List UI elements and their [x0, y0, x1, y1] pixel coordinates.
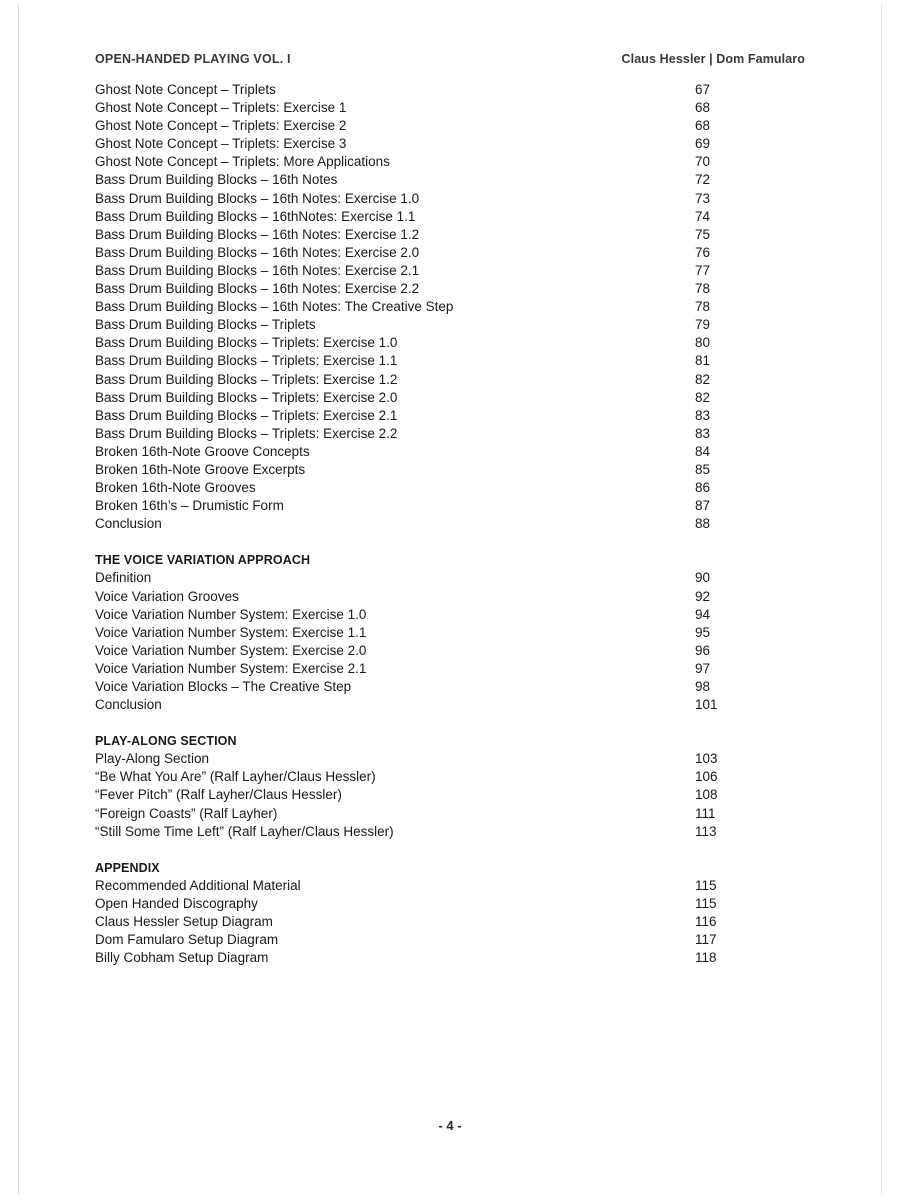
toc-entry[interactable] — [95, 931, 735, 949]
toc-entry-title: Claus Hessler Setup Diagram — [95, 914, 273, 930]
toc-section — [95, 859, 735, 968]
toc-entry[interactable] — [95, 678, 735, 696]
toc-entry-title: Bass Drum Building Blocks – Triplets: Exercise 2.2 — [95, 425, 398, 441]
toc-entry[interactable] — [95, 352, 735, 370]
toc-entry-page: 78 — [695, 281, 711, 297]
toc-entry[interactable] — [95, 135, 735, 153]
toc-entry-title: “Foreign Coasts” (Ralf Layher) — [95, 805, 278, 821]
book-title: OPEN-HANDED PLAYING VOL. I — [95, 52, 291, 66]
toc-entry-title: Broken 16th’s – Drumistic Form — [95, 498, 284, 514]
toc-entry-page: 94 — [695, 606, 711, 622]
toc-entry-title: Voice Variation Blocks – The Creative Step — [95, 679, 352, 694]
toc-entry[interactable] — [95, 823, 735, 841]
toc-entry[interactable] — [95, 768, 735, 786]
table-of-contents — [95, 81, 735, 967]
toc-entry-title: Bass Drum Building Blocks – 16th Notes: Exercise 1.0 — [95, 190, 420, 206]
toc-entry-title: Bass Drum Building Blocks – Triplets: Exercise 2.1 — [95, 407, 398, 423]
toc-entry-title: “Still Some Time Left” (Ralf Layher/Claus Hessler) — [95, 823, 394, 839]
toc-entry-page: 90 — [695, 570, 711, 586]
toc-entry-page: 80 — [695, 335, 711, 351]
page-number: - 4 - — [438, 1118, 462, 1133]
toc-entry-title: Conclusion — [95, 516, 162, 532]
toc-entry-title: Bass Drum Building Blocks – 16th Notes: The Creative Step — [95, 299, 454, 315]
toc-entry[interactable] — [95, 805, 735, 823]
toc-entry-title: Bass Drum Building Blocks – Triplets: Exercise 2.0 — [95, 389, 398, 405]
toc-entry-title: Conclusion — [95, 697, 162, 713]
toc-entry[interactable] — [95, 389, 735, 407]
toc-entry-title: Voice Variation Number System: Exercise 2.1 — [95, 660, 367, 676]
toc-entry[interactable] — [95, 569, 735, 587]
toc-entry[interactable] — [95, 642, 735, 660]
toc-entry-page: 77 — [695, 262, 711, 278]
toc-entry-title: Bass Drum Building Blocks – 16th Notes — [95, 172, 338, 188]
toc-entry-page: 115 — [695, 877, 717, 893]
toc-entry-title: Bass Drum Building Blocks – 16th Notes: Exercise 2.0 — [95, 244, 420, 260]
toc-entry-title: Voice Variation Number System: Exercise 1.1 — [95, 624, 367, 640]
toc-entry[interactable] — [95, 895, 735, 913]
section-heading: THE VOICE VARIATION APPROACH — [95, 553, 311, 568]
toc-entry[interactable] — [95, 877, 735, 895]
toc-entry-title: Ghost Note Concept – Triplets: Exercise 2 — [95, 118, 347, 134]
toc-entry[interactable] — [95, 371, 735, 389]
toc-entry[interactable] — [95, 117, 735, 135]
toc-entry-page: 74 — [695, 208, 711, 224]
toc-entry[interactable] — [95, 407, 735, 425]
toc-entry-page: 79 — [695, 317, 711, 333]
toc-section — [95, 81, 735, 533]
toc-entry-page: 106 — [695, 769, 718, 785]
toc-entry-page: 76 — [695, 244, 711, 260]
toc-entry-title: Ghost Note Concept – Triplets: Exercise 3 — [95, 136, 347, 152]
toc-entry-page: 68 — [695, 100, 711, 116]
toc-entry-page: 88 — [695, 516, 711, 532]
toc-entry[interactable] — [95, 190, 735, 208]
toc-entry-page: 69 — [695, 136, 711, 152]
toc-entry-title: Broken 16th-Note Groove Concepts — [95, 443, 310, 459]
toc-entry-page: 108 — [695, 787, 718, 803]
toc-entry-page: 70 — [695, 154, 711, 170]
toc-entry-page: 103 — [695, 751, 718, 767]
toc-entry-title: Open Handed Discography — [95, 895, 258, 911]
toc-entry-title: Ghost Note Concept – Triplets — [95, 82, 276, 97]
toc-entry-page: 67 — [695, 82, 711, 97]
toc-entry-page: 82 — [695, 371, 711, 387]
page-header — [95, 52, 805, 70]
toc-entry-title: Bass Drum Building Blocks – Triplets: Exercise 1.1 — [95, 353, 398, 369]
toc-entry[interactable] — [95, 660, 735, 678]
toc-entry-page: 85 — [695, 461, 711, 477]
toc-entry-title: Recommended Additional Material — [95, 877, 301, 893]
toc-entry[interactable] — [95, 334, 735, 352]
toc-entry[interactable] — [95, 588, 735, 606]
toc-entry-page: 75 — [695, 226, 711, 242]
toc-entry-title: Play-Along Section — [95, 751, 210, 767]
toc-entry[interactable] — [95, 750, 735, 768]
toc-entry-title: Bass Drum Building Blocks – 16thNotes: Exercise 1.1 — [95, 208, 416, 224]
toc-entry[interactable] — [95, 153, 735, 171]
toc-entry-page: 113 — [695, 823, 717, 839]
toc-entry[interactable] — [95, 949, 735, 967]
toc-entry-title: Voice Variation Number System: Exercise 1.0 — [95, 606, 367, 622]
section-heading: APPENDIX — [95, 860, 160, 875]
toc-entry-page: 98 — [695, 679, 711, 694]
toc-entry[interactable] — [95, 171, 735, 189]
toc-entry-title: Dom Famularo Setup Diagram — [95, 932, 279, 948]
toc-entry-page: 111 — [695, 805, 716, 821]
toc-entry[interactable] — [95, 99, 735, 117]
toc-entry-page: 116 — [695, 914, 717, 930]
toc-entry-page: 97 — [695, 660, 711, 676]
toc-entry[interactable] — [95, 262, 735, 280]
toc-entry-title: Bass Drum Building Blocks – 16th Notes: Exercise 2.2 — [95, 281, 420, 297]
toc-entry-title: Voice Variation Grooves — [95, 588, 239, 604]
toc-entry[interactable] — [95, 497, 735, 515]
toc-entry[interactable] — [95, 226, 735, 244]
toc-entry[interactable] — [95, 479, 735, 497]
toc-entry-title: Definition — [95, 570, 152, 586]
toc-entry-title: “Be What You Are” (Ralf Layher/Claus Hessler) — [95, 769, 376, 785]
toc-entry[interactable] — [95, 606, 735, 624]
toc-entry-title: Broken 16th-Note Groove Excerpts — [95, 461, 306, 477]
toc-entry-page: 78 — [695, 299, 711, 315]
toc-entry-page: 95 — [695, 624, 711, 640]
toc-entry[interactable] — [95, 696, 735, 714]
toc-entry-title: Bass Drum Building Blocks – 16th Notes: Exercise 1.2 — [95, 226, 420, 242]
toc-entry-page: 92 — [695, 588, 711, 604]
toc-entry[interactable] — [95, 461, 735, 479]
authors: Claus Hessler | Dom Famularo — [621, 52, 805, 66]
toc-section — [95, 551, 735, 714]
section-heading: PLAY-ALONG SECTION — [95, 734, 237, 749]
toc-section — [95, 732, 735, 841]
toc-entry-title: Billy Cobham Setup Diagram — [95, 950, 269, 966]
toc-entry[interactable] — [95, 425, 735, 443]
toc-entry-page: 118 — [695, 950, 717, 966]
toc-entry[interactable] — [95, 298, 735, 316]
toc-entry-title: “Fever Pitch” (Ralf Layher/Claus Hessler) — [95, 787, 342, 803]
toc-entry-page: 87 — [695, 498, 711, 514]
toc-entry-title: Broken 16th-Note Grooves — [95, 480, 256, 496]
toc-entry-page: 96 — [695, 642, 711, 658]
toc-entry-page: 83 — [695, 425, 711, 441]
toc-entry-title: Ghost Note Concept – Triplets: More Applications — [95, 154, 390, 170]
toc-entry[interactable] — [95, 280, 735, 298]
toc-entry-page: 72 — [695, 172, 711, 188]
toc-entry-page: 101 — [695, 697, 718, 713]
toc-entry[interactable] — [95, 443, 735, 461]
toc-entry-title: Ghost Note Concept – Triplets: Exercise 1 — [95, 100, 347, 116]
toc-entry-page: 86 — [695, 480, 711, 496]
toc-entry-title: Voice Variation Number System: Exercise 2.0 — [95, 642, 367, 658]
toc-entry-page: 73 — [695, 190, 711, 206]
toc-entry-title: Bass Drum Building Blocks – Triplets: Exercise 1.2 — [95, 371, 398, 387]
toc-entry-title: Bass Drum Building Blocks – Triplets: Exercise 1.0 — [95, 335, 398, 351]
toc-entry[interactable] — [95, 913, 735, 931]
toc-entry-page: 82 — [695, 389, 711, 405]
toc-entry[interactable] — [95, 515, 735, 533]
toc-entry[interactable] — [95, 208, 735, 226]
toc-entry[interactable] — [95, 786, 735, 804]
toc-entry-page: 117 — [695, 932, 717, 948]
toc-entry-page: 68 — [695, 118, 711, 134]
toc-entry-page: 84 — [695, 443, 711, 459]
toc-entry-title: Bass Drum Building Blocks – 16th Notes: Exercise 2.1 — [95, 262, 420, 278]
toc-entry-page: 83 — [695, 407, 711, 423]
toc-entry[interactable] — [95, 316, 735, 334]
toc-entry-title: Bass Drum Building Blocks – Triplets — [95, 317, 316, 333]
toc-entry[interactable] — [95, 81, 735, 99]
toc-entry-page: 115 — [695, 895, 717, 911]
toc-entry[interactable] — [95, 244, 735, 262]
toc-entry[interactable] — [95, 624, 735, 642]
toc-entry-page: 81 — [695, 353, 711, 369]
